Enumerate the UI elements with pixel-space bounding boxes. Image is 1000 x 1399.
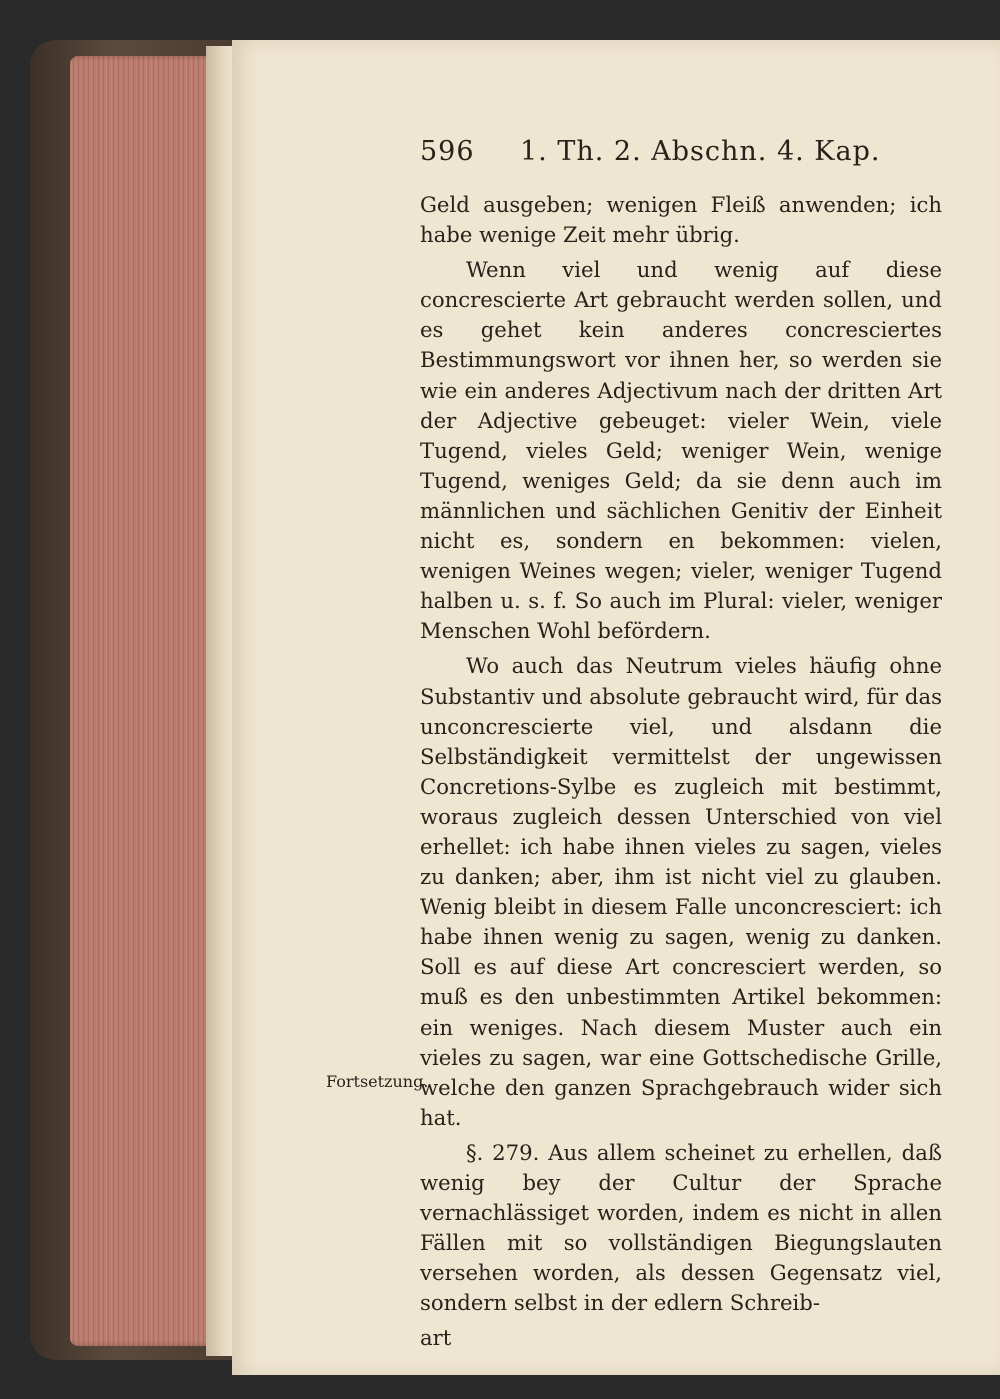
running-title: 1. Th. 2. Abschn. 4. Kap. <box>520 136 881 167</box>
margin-note: Fortsetzung. <box>326 1072 429 1091</box>
text-block <box>420 190 942 1354</box>
page-edges <box>70 56 220 1346</box>
paragraph-section-279: §. 279. Aus allem scheinet zu erhellen, daß wenig bey der Cultur der Sprache vernachlässiget worden, indem es nicht in allen Fällen mit so vollständigen Biegungslauten versehen worden, als dessen Gegensatz viel, sondern selbst in der edlern Schreib- <box>420 1139 942 1316</box>
paragraph-continuation: Geld ausgeben; wenigen Fleiß anwenden; ich habe wenige Zeit mehr übrig. <box>420 192 942 248</box>
page-number: 596 <box>420 136 475 167</box>
catchword: art <box>420 1325 452 1351</box>
paragraph: Wo auch das Neutrum vieles häufig ohne Substantiv und absolute gebraucht wird, für das unconcrescierte viel, und alsdann die Selbständigkeit vermittelst der ungewissen Concretions-Sylbe es zugleich mit bestimmt, woraus zugleich dessen Unterschied von viel erhellet: ich habe ihnen vieles zu sagen, vieles zu danken; aber, ihm ist nicht viel zu glauben. Wenig bleibt in diesem Falle unconcresciert: ich habe ihnen wenig zu sagen, wenig zu danken. Soll es auf diese Art concresciert werden, so muß es den unbestimmten Artikel bekommen: ein weniges. Nach diesem Muster auch ein vieles zu sagen, war eine Gottschedische Grille, welche den ganzen Sprachgebrauch wider sich hat. <box>420 653 942 1130</box>
paragraph: Wenn viel und wenig auf diese concrescierte Art gebraucht werden sollen, und es gehet kein anderes concresciertes Bestimmungswort vor ihnen her, so werden sie wie ein anderes Adjectivum nach der dritten Art der Adjective gebeuget: vieler Wein, viele Tugend, vieles Geld; weniger Wein, wenige Tugend, weniges Geld; da sie denn auch im männlichen und sächlichen Genitiv der Einheit nicht es, sondern en bekommen: vielen, wenigen Weines wegen; vieler, weniger Tugend halben u. s. f. So auch im Plural: vieler, weniger Menschen Wohl befördern. <box>420 257 942 644</box>
page-header <box>420 136 940 176</box>
